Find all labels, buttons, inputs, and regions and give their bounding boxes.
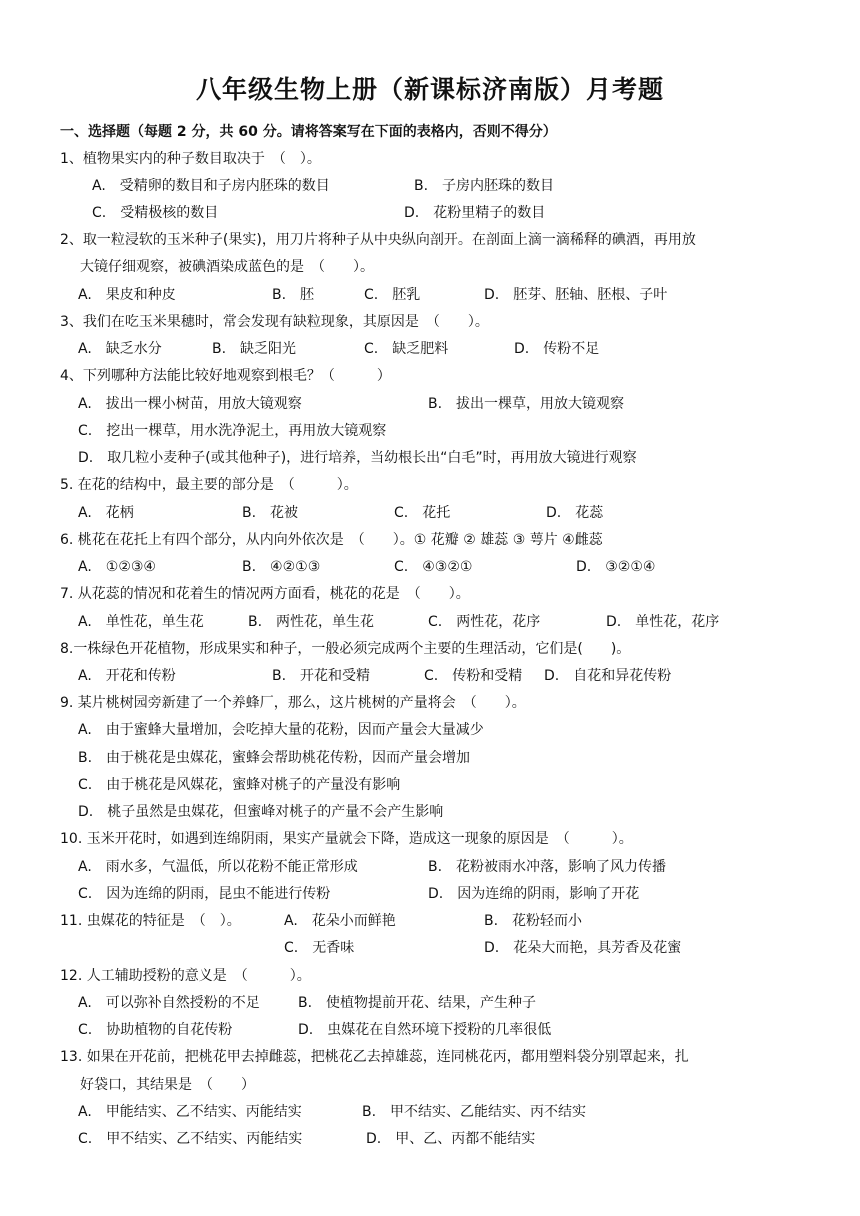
question-5-option-a: A. 花柄 [78,505,134,521]
question-3-stem: 3、我们在吃玉米果穗时，常会发现有缺粒现象，其原因是 （ ）。 [60,314,489,330]
page-title: 八年级生物上册（新课标济南版）月考题 [195,75,664,104]
question-3-option-d: D. 传粉不足 [514,341,600,357]
question-2-stem-cont: 大镜仔细观察，被碘酒染成蓝色的是 （ ）。 [80,259,374,275]
question-6-option-d: D. ③②①④ [576,559,656,575]
question-8-option-c: C. 传粉和受精 [424,668,523,684]
question-5-option-c: C. 花托 [394,505,451,521]
question-7-option-d: D. 单性花，花序 [606,614,720,630]
question-8-option-b: B. 开花和受精 [272,668,371,684]
question-10-option-d: D. 因为连绵的阴雨，影响了开花 [428,886,640,902]
question-7-option-b: B. 两性花，单生花 [248,614,375,630]
question-4-option-c: C. 挖出一棵草，用水洗净泥土，再用放大镜观察 [78,423,387,439]
question-9-option-a: A. 由于蜜蜂大量增加，会吃掉大量的花粉，因而产量会大量减少 [78,722,484,738]
question-13-option-c: C. 甲不结实、乙不结实、丙能结实 [78,1131,303,1147]
question-6-stem: 6. 桃花在花托上有四个部分，从内向外依次是 （ ）。① 花瓣 ② 雄蕊 ③ 萼片 ④雌蕊 [60,532,603,548]
question-10-option-b: B. 花粉被雨水冲落，影响了风力传播 [428,859,667,875]
question-8-option-d: D. 自花和异花传粉 [544,668,672,684]
question-3-option-a: A. 缺乏水分 [78,341,162,357]
question-7-stem: 7. 从花蕊的情况和花着生的情况两方面看，桃花的花是 （ ）。 [60,586,470,602]
question-1-option-c: C. 受精极核的数目 [92,205,219,221]
question-3-option-c: C. 缺乏肥料 [364,341,449,357]
question-11-stem: 11. 虫媒花的特征是 （ ）。 [60,913,241,929]
question-11-option-b: B. 花粉轻而小 [484,913,583,929]
question-2-option-a: A. 果皮和种皮 [78,287,176,303]
question-1-option-a: A. 受精卵的数目和子房内胚珠的数目 [92,178,330,194]
question-4-stem: 4、下列哪种方法能比较好地观察到根毛？（ ） [60,368,391,384]
question-13-option-d: D. 甲、乙、丙都不能结实 [366,1131,536,1147]
question-9-option-b: B. 由于桃花是虫媒花，蜜蜂会帮助桃花传粉，因而产量会增加 [78,750,471,766]
question-4-option-b: B. 拔出一棵草，用放大镜观察 [428,396,625,412]
question-12-option-b: B. 使植物提前开花、结果，产生种子 [298,995,537,1011]
question-13-option-a: A. 甲能结实、乙不结实、丙能结实 [78,1104,302,1120]
question-2-stem: 2、取一粒浸软的玉米种子(果实)，用刀片将种子从中央纵向剖开。在剖面上滴一滴稀释的碘酒，再用放 [60,232,696,248]
question-2-option-d: D. 胚芽、胚轴、胚根、子叶 [484,287,668,303]
question-13-option-b: B. 甲不结实、乙能结实、丙不结实 [362,1104,587,1120]
question-9-option-d: D. 桃子虽然是虫媒花，但蜜峰对桃子的产量不会产生影响 [78,804,444,820]
question-13-stem-cont: 好袋口，其结果是 （ ） [80,1077,255,1093]
question-1-option-b: B. 子房内胚珠的数目 [414,178,555,194]
question-9-option-c: C. 由于桃花是风媒花，蜜蜂对桃子的产量没有影响 [78,777,401,793]
question-11-option-c: C. 无香味 [284,940,355,956]
question-5-stem: 5. 在花的结构中，最主要的部分是 （ ）。 [60,477,358,493]
question-4-option-d: D. 取几粒小麦种子(或其他种子)，进行培养，当幼根长出“白毛”时，再用放大镜进行观察 [78,450,637,466]
question-11-option-a: A. 花朵小而鲜艳 [284,913,396,929]
question-1-stem: 1、植物果实内的种子数目取决于 （ ）。 [60,151,321,167]
question-6-option-c: C. ④③②① [394,559,473,575]
question-7-option-c: C. 两性花，花序 [428,614,541,630]
question-10-option-c: C. 因为连绵的阴雨，昆虫不能进行传粉 [78,886,331,902]
question-6-option-a: A. ①②③④ [78,559,156,575]
question-8-stem: 8.一株绿色开花植物，形成果实和种子，一般必须完成两个主要的生理活动，它们是( )。 [60,641,631,657]
question-12-stem: 12. 人工辅助授粉的意义是 （ ）。 [60,968,311,984]
question-12-option-d: D. 虫媒花在自然环境下授粉的几率很低 [298,1022,552,1038]
question-11-option-d: D. 花朵大而艳，具芳香及花蜜 [484,940,682,956]
question-10-stem: 10. 玉米开花时，如遇到连绵阴雨，果实产量就会下降，造成这一现象的原因是 （ ）。 [60,831,633,847]
question-1-option-d: D. 花粉里精子的数目 [404,205,546,221]
question-12-option-c: C. 协助植物的自花传粉 [78,1022,233,1038]
question-2-option-c: C. 胚乳 [364,287,421,303]
section-heading: 一、选择题（每题 2 分，共 60 分。请将答案写在下面的表格内，否则不得分） [60,124,557,140]
question-12-option-a: A. 可以弥补自然授粉的不足 [78,995,260,1011]
question-2-option-b: B. 胚 [272,287,315,303]
question-9-stem: 9. 某片桃树园旁新建了一个养蜂厂，那么，这片桃树的产量将会 （ ）。 [60,695,526,711]
question-6-option-b: B. ④②①③ [242,559,321,575]
question-10-option-a: A. 雨水多，气温低，所以花粉不能正常形成 [78,859,358,875]
question-4-option-a: A. 拔出一棵小树苗，用放大镜观察 [78,396,302,412]
question-8-option-a: A. 开花和传粉 [78,668,176,684]
question-7-option-a: A. 单性花，单生花 [78,614,204,630]
question-5-option-b: B. 花被 [242,505,299,521]
question-5-option-d: D. 花蕊 [546,505,604,521]
question-3-option-b: B. 缺乏阳光 [212,341,297,357]
question-13-stem: 13. 如果在开花前，把桃花甲去掉雌蕊，把桃花乙去掉雄蕊，连同桃花丙，都用塑料袋分别罩起来，扎 [60,1049,689,1065]
